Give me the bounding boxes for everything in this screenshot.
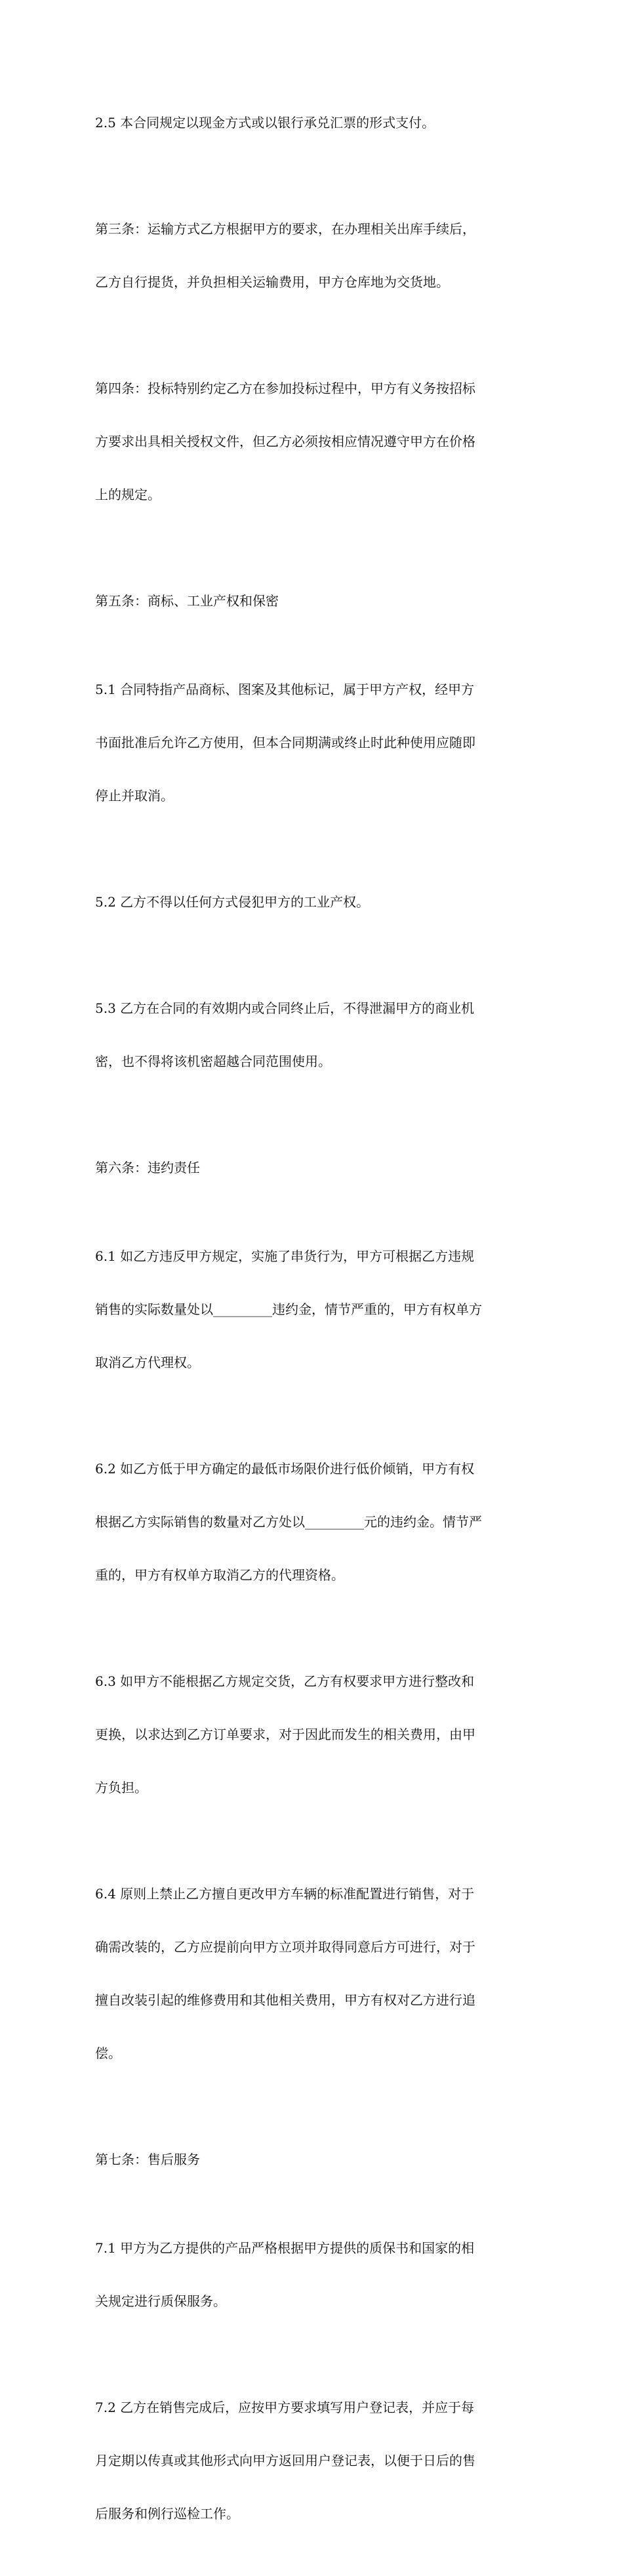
clause-6-4-line-3: 擅自改装引起的维修费用和其他相关费用，甲方有权对乙方进行追 (95, 1992, 475, 2008)
clause-6-1 (95, 1212, 534, 1407)
clause-6-2-line-2: 根据乙方实际销售的数量对乙方处以_________元的违约金。情节严 (95, 1514, 482, 1530)
clause-2-5-line-1: 2.5 本合同规定以现金方式或以银行承兑汇票的形式支付。 (95, 115, 435, 131)
clause-5-1-line-3: 停止并取消。 (95, 788, 174, 804)
article-3-line-1: 第三条：运输方式乙方根据甲方的要求，在办理相关出库手续后， (95, 221, 475, 237)
article-7-title: 第七条：售后服务 (95, 2152, 200, 2167)
article-4-line-3: 上的规定。 (95, 487, 161, 502)
clause-5-2-line-1: 5.2 乙方不得以任何方式侵犯甲方的工业产权。 (95, 894, 370, 910)
clause-6-2-line-1: 6.2 如乙方低于甲方确定的最低市场限价进行低价倾销，甲方有权 (95, 1461, 475, 1477)
clause-7-2-line-2: 月定期以传真或其他形式向甲方返回用户登记表，以便于日后的售 (95, 2453, 475, 2468)
clause-5-3-line-1: 5.3 乙方在合同的有效期内或合同终止后，不得泄漏甲方的商业机 (95, 1000, 475, 1016)
clause-6-1-line-1: 6.1 如乙方违反甲方规定，实施了串货行为，甲方可根据乙方违规 (95, 1248, 475, 1264)
article-5-title: 第五条：商标、工业产权和保密 (95, 593, 279, 609)
clause-5-1 (95, 645, 534, 840)
clause-6-1-line-3: 取消乙方代理权。 (95, 1355, 200, 1370)
clause-7-1-line-1: 7.1 甲方为乙方提供的产品严格根据甲方提供的质保书和国家的相 (95, 2240, 475, 2256)
clause-5-3-line-2: 密，也不得将该机密超越合同范围使用。 (95, 1053, 331, 1069)
clause-7-1-line-2: 关规定进行质保服务。 (95, 2293, 226, 2309)
clause-6-2-line-3: 重的，甲方有权单方取消乙方的代理资格。 (95, 1567, 344, 1583)
clause-6-1-line-2: 销售的实际数量处以_________违约金，情节严重的，甲方有权单方 (95, 1301, 482, 1317)
clause-6-3-line-2: 更换，以求达到乙方订单要求，对于因此而发生的相关费用，由甲 (95, 1727, 475, 1742)
article-7-heading (95, 2116, 534, 2204)
clause-6-3-line-1: 6.3 如甲方不能根据乙方规定交货，乙方有权要求甲方进行整改和 (95, 1673, 475, 1689)
clause-7-2-line-3: 后服务和例行巡检工作。 (95, 2506, 239, 2522)
clause-6-4-line-2: 确需改装的，乙方应提前向甲方立项并取得同意后方可进行，对于 (95, 1939, 475, 1955)
clause-7-1 (95, 2204, 534, 2346)
clause-6-4-line-4: 偿。 (95, 2045, 121, 2061)
article-4-line-1: 第四条：投标特别约定乙方在参加投标过程中，甲方有义务按招标 (95, 380, 475, 396)
clause-5-3 (95, 964, 534, 1106)
article-5-heading (95, 557, 534, 645)
clause-5-1-line-2: 书面批准后允许乙方使用，但本合同期满或终止时此种使用应随即 (95, 735, 475, 750)
article-6-title: 第六条：违约责任 (95, 1160, 200, 1176)
clause-2-5 (95, 79, 534, 167)
article-3-transport (95, 185, 534, 327)
clause-6-4-line-1: 6.4 原则上禁止乙方擅自更改甲方车辆的标准配置进行销售，对于 (95, 1886, 475, 1902)
article-6-heading (95, 1124, 534, 1212)
article-4-bidding (95, 344, 534, 539)
clause-7-2 (95, 2363, 534, 2558)
clause-6-4 (95, 1850, 534, 2098)
clause-6-3-line-3: 方负担。 (95, 1780, 148, 1795)
clause-7-2-line-1: 7.2 乙方在销售完成后，应按甲方要求填写用户登记表，并应于每 (95, 2400, 475, 2415)
article-3-line-2: 乙方自行提货，并负担相关运输费用，甲方仓库地为交货地。 (95, 274, 449, 290)
contract-page (95, 79, 534, 2576)
clause-6-3 (95, 1637, 534, 1832)
article-4-line-2: 方要求出具相关授权文件，但乙方必须按相应情况遵守甲方在价格 (95, 434, 475, 449)
clause-5-1-line-1: 5.1 合同特指产品商标、图案及其他标记，属于甲方产权，经甲方 (95, 682, 475, 697)
clause-5-2 (95, 858, 534, 947)
clause-6-2 (95, 1425, 534, 1620)
